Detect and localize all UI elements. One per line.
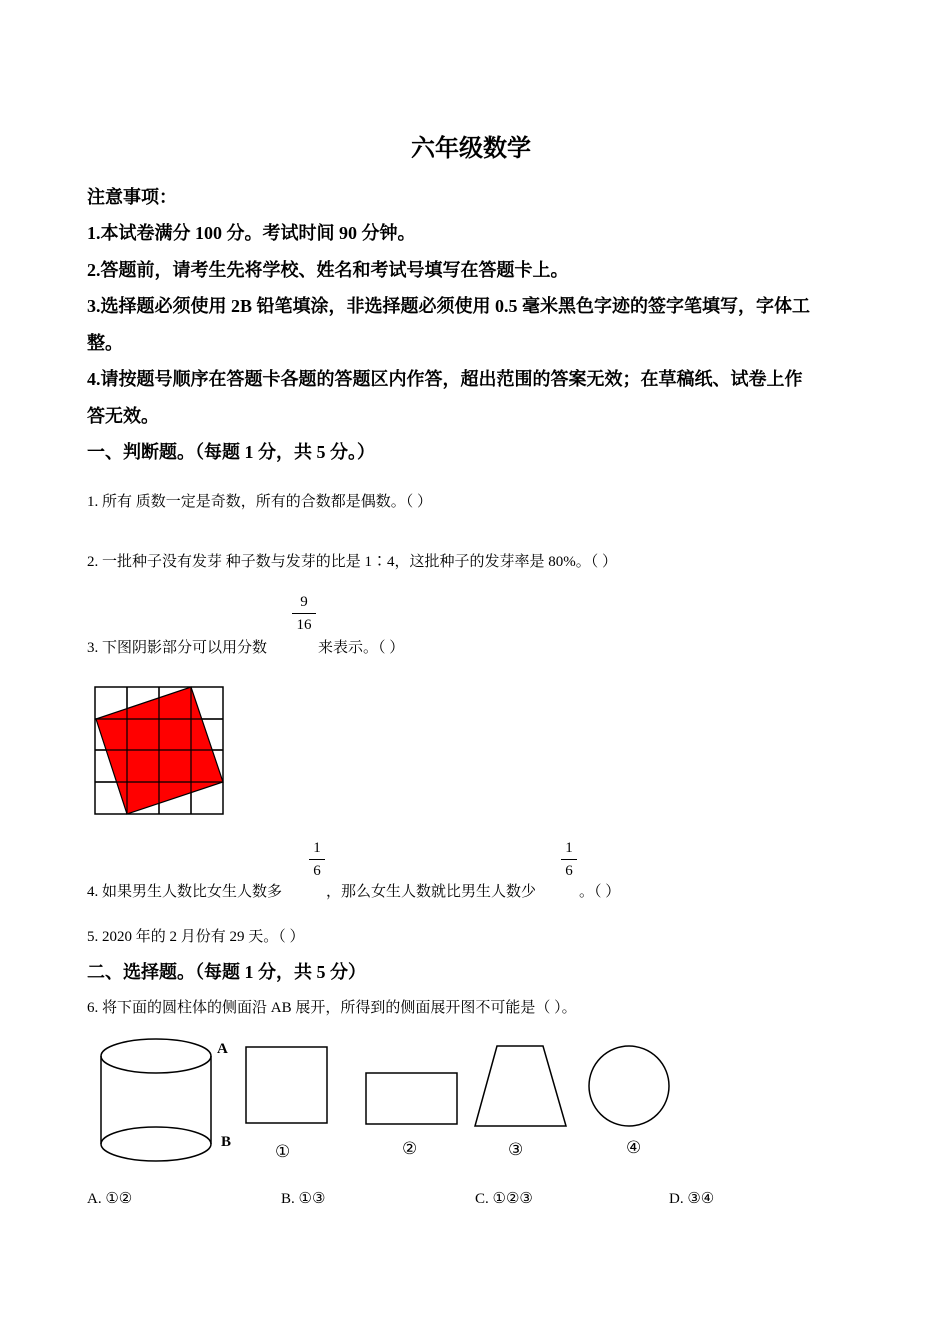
trapezoid-shape xyxy=(473,1044,569,1128)
notice-item-3-cont: 整。 xyxy=(87,333,123,353)
section2-heading: 二、选择题。（每题 1 分，共 5 分） xyxy=(87,962,366,982)
question-5: 5. 2020 年的 2 月份有 29 天。（ ） xyxy=(87,929,305,945)
shape-label-1: ① xyxy=(275,1142,291,1161)
fraction-denominator: 6 xyxy=(565,863,573,879)
fraction-1-6-first xyxy=(309,840,325,879)
fraction-1-6-second xyxy=(561,840,577,879)
choice-A[interactable]: A. ①② xyxy=(87,1191,133,1207)
circle-shape xyxy=(587,1044,671,1128)
notice-heading: 注意事项： xyxy=(87,187,177,207)
question-4-part2: ，那么女生人数就比男生人数少 xyxy=(326,884,537,900)
fraction-numerator: 1 xyxy=(313,840,321,856)
label-B: B xyxy=(221,1134,232,1150)
question-6: 6. 将下面的圆柱体的侧面沿 AB 展开，所得到的侧面展开图不可能是（ ）。 xyxy=(87,1000,577,1016)
rectangle-shape xyxy=(365,1072,459,1126)
page-title: 六年级数学 xyxy=(411,136,531,162)
shape-label-2: ② xyxy=(402,1139,418,1158)
choice-B[interactable]: B. ①③ xyxy=(281,1191,326,1207)
notice-item-4-cont: 答无效。 xyxy=(87,406,159,426)
fraction-numerator: 1 xyxy=(565,840,573,856)
notice-item-1: 1.本试卷满分 100 分。考试时间 90 分钟。 xyxy=(87,223,416,243)
shaded-grid-figure xyxy=(94,686,226,816)
fraction-9-16 xyxy=(292,594,316,633)
question-3-suffix: 来表示。（ ） xyxy=(318,640,405,656)
question-3-prefix: 3. 下图阴影部分可以用分数 xyxy=(87,640,268,656)
fraction-denominator: 16 xyxy=(296,617,312,633)
choice-D[interactable]: D. ③④ xyxy=(669,1191,715,1207)
fraction-numerator: 9 xyxy=(300,594,308,610)
question-1: 1. 所有 质数一定是奇数，所有的合数都是偶数。（ ） xyxy=(87,494,433,510)
question-4-part1: 4. 如果男生人数比女生人数多 xyxy=(87,884,283,900)
fraction-bar xyxy=(292,613,316,614)
fraction-bar xyxy=(309,859,325,860)
notice-item-2: 2.答题前，请考生先将学校、姓名和考试号填写在答题卡上。 xyxy=(87,260,569,280)
shape-label-4: ④ xyxy=(626,1138,642,1157)
fraction-bar xyxy=(561,859,577,860)
notice-item-4: 4.请按题号顺序在答题卡各题的答题区内作答，超出范围的答案无效；在草稿纸、试卷上作 xyxy=(87,369,803,389)
fraction-denominator: 6 xyxy=(313,863,321,879)
question-4-part3: 。（ ） xyxy=(579,884,621,900)
question-2: 2. 一批种子没有发芽 种子数与发芽的比是 1∶4，这批种子的发芽率是 80%。（ ） xyxy=(87,554,617,570)
label-A: A xyxy=(217,1041,228,1057)
notice-item-3: 3.选择题必须使用 2B 铅笔填涂，非选择题必须使用 0.5 毫米黑色字迹的签字笔填写，字体工 xyxy=(87,296,811,316)
cylinder-figure xyxy=(100,1036,220,1166)
shape-label-3: ③ xyxy=(508,1140,524,1159)
choice-C[interactable]: C. ①②③ xyxy=(475,1191,533,1207)
square-shape xyxy=(245,1046,329,1126)
section1-heading: 一、判断题。（每题 1 分，共 5 分。） xyxy=(87,442,375,462)
